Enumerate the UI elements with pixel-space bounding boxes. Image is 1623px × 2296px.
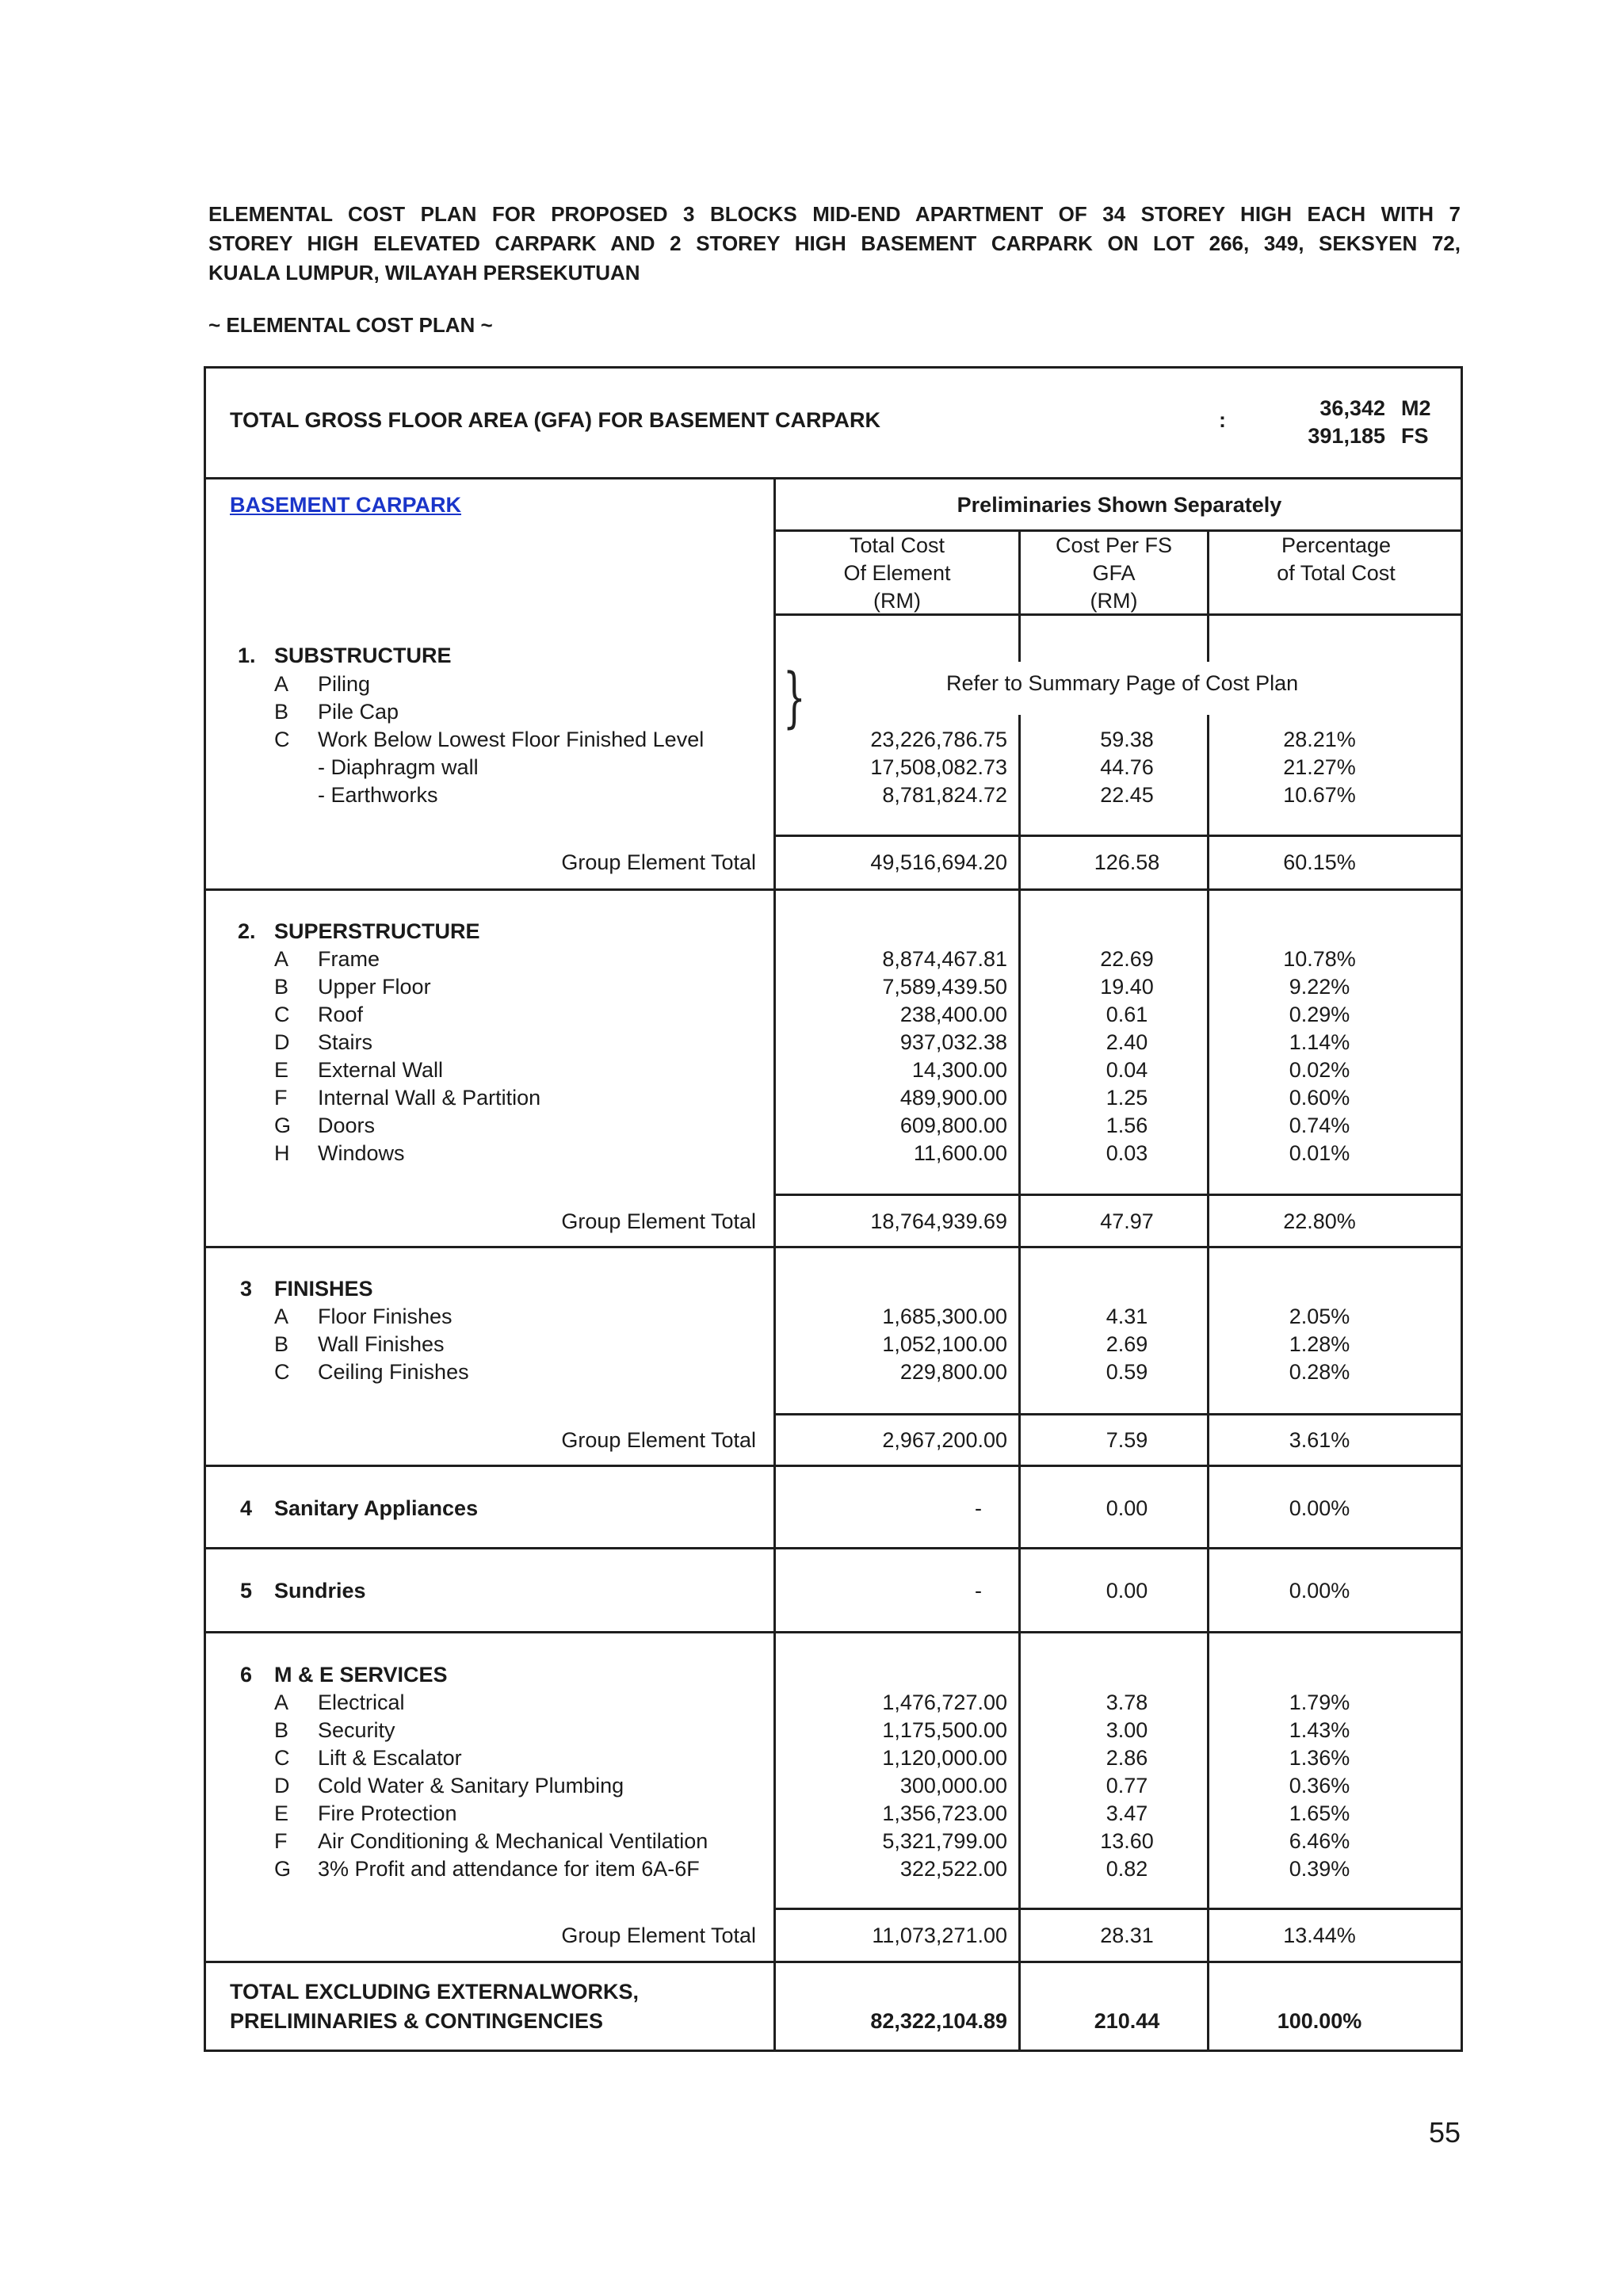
item-total-cost: 1,356,723.00: [882, 1801, 1007, 1825]
item-cost-per-fs: 0.59: [1106, 1360, 1148, 1384]
grand-total-label: TOTAL EXCLUDING EXTERNALWORKS,: [230, 1980, 640, 2004]
item-label: Lift & Escalator: [318, 1746, 462, 1770]
group-total-per-fs: 0.00: [1106, 1579, 1148, 1603]
item-percentage: 0.01%: [1289, 1141, 1350, 1165]
item-label: Security: [318, 1718, 395, 1742]
title-line: STOREY HIGH ELEVATED CARPARK AND 2 STOREY HIGH BASEMENT CARPARK ON LOT 266, 349, SEKSYEN 72,: [208, 231, 1461, 255]
item-total-cost: 229,800.00: [899, 1360, 1007, 1384]
group-total-cost: -: [975, 1496, 982, 1520]
item-total-cost: 238,400.00: [899, 1003, 1007, 1026]
item-code: A: [274, 947, 289, 971]
item-label: Fire Protection: [318, 1801, 457, 1825]
item-total-cost: 1,052,100.00: [882, 1332, 1007, 1356]
item-cost-per-fs: 2.86: [1106, 1746, 1148, 1770]
item-total-cost: 14,300.00: [911, 1058, 1007, 1082]
item-code: A: [274, 1690, 289, 1714]
gfa-m2-value: 36,342: [1319, 396, 1385, 420]
item-label: Frame: [318, 947, 380, 971]
group-number: 1.: [238, 644, 256, 667]
item-cost-per-fs: 0.61: [1106, 1003, 1148, 1026]
item-code: A: [274, 1305, 289, 1328]
group-number: 3: [240, 1277, 253, 1301]
item-label: Piling: [318, 672, 371, 696]
item-code: A: [274, 672, 289, 696]
page-number: 55: [1429, 2116, 1461, 2149]
group-total-pct: 60.15%: [1283, 850, 1356, 874]
group-total-per-fs: 126.58: [1094, 850, 1160, 874]
item-cost-per-fs: 22.69: [1100, 947, 1154, 971]
item-total-cost: 11,600.00: [913, 1141, 1007, 1165]
item-label: Ceiling Finishes: [318, 1360, 469, 1384]
brace-icon: }: [783, 660, 806, 735]
item-label: Stairs: [318, 1030, 373, 1054]
item-total-cost: 1,120,000.00: [882, 1746, 1007, 1770]
col-header-per-fs: Cost Per FS: [1055, 533, 1173, 557]
col-header-pct: Percentage: [1281, 533, 1392, 557]
item-total-cost: 489,900.00: [899, 1086, 1007, 1110]
item-percentage: 9.22%: [1289, 975, 1350, 999]
item-cost-per-fs: 0.03: [1106, 1141, 1148, 1165]
item-percentage: 0.28%: [1289, 1360, 1350, 1384]
item-percentage: 10.67%: [1283, 783, 1356, 807]
item-percentage: 28.21%: [1283, 728, 1356, 751]
group-name: Sundries: [274, 1579, 366, 1603]
item-cost-per-fs: 3.00: [1106, 1718, 1148, 1742]
group-name: SUPERSTRUCTURE: [274, 919, 480, 943]
item-label: Wall Finishes: [318, 1332, 445, 1356]
item-code: B: [274, 1718, 289, 1742]
item-percentage: 0.02%: [1289, 1058, 1350, 1082]
group-total-pct: 0.00%: [1289, 1579, 1350, 1603]
item-cost-per-fs: 3.78: [1106, 1690, 1148, 1714]
total-divider: [773, 1194, 1463, 1196]
gfa-colon: :: [1219, 408, 1226, 432]
group-total-pct: 22.80%: [1283, 1209, 1356, 1233]
grand-total-per-fs: 210.44: [1094, 2009, 1160, 2033]
item-percentage: 6.46%: [1289, 1829, 1350, 1853]
item-code: D: [274, 1774, 290, 1797]
item-code: H: [274, 1141, 290, 1165]
item-total-cost: 5,321,799.00: [882, 1829, 1007, 1853]
grand-total-cost: 82,322,104.89: [870, 2009, 1007, 2033]
group-total-pct: 3.61%: [1289, 1428, 1350, 1452]
item-cost-per-fs: 19.40: [1100, 975, 1154, 999]
item-percentage: 10.78%: [1283, 947, 1356, 971]
item-cost-per-fs: 3.47: [1106, 1801, 1148, 1825]
item-cost-per-fs: 0.04: [1106, 1058, 1148, 1082]
gfa-fs-unit: FS: [1401, 424, 1429, 448]
group-total-per-fs: 47.97: [1100, 1209, 1154, 1233]
item-label: Electrical: [318, 1690, 405, 1714]
total-divider: [773, 1413, 1463, 1415]
item-label: Floor Finishes: [318, 1305, 453, 1328]
item-cost-per-fs: 2.69: [1106, 1332, 1148, 1356]
group-total-cost: -: [975, 1579, 982, 1603]
item-code: G: [274, 1857, 292, 1881]
item-total-cost: 8,874,467.81: [882, 947, 1007, 971]
group-total-label: Group Element Total: [561, 1209, 756, 1233]
item-label: Doors: [318, 1114, 376, 1137]
document-title: [208, 200, 1461, 288]
item-code: G: [274, 1114, 292, 1137]
item-cost-per-fs: 1.25: [1106, 1086, 1148, 1110]
item-code: C: [274, 1003, 290, 1026]
row-divider: [204, 888, 1463, 891]
item-code: E: [274, 1801, 289, 1825]
item-label: - Diaphragm wall: [318, 755, 479, 779]
item-cost-per-fs: 0.82: [1106, 1857, 1148, 1881]
item-total-cost: 1,685,300.00: [882, 1305, 1007, 1328]
item-total-cost: 7,589,439.50: [882, 975, 1007, 999]
col-header-total: (RM): [873, 589, 921, 613]
item-total-cost: 300,000.00: [899, 1774, 1007, 1797]
item-label: Upper Floor: [318, 975, 431, 999]
preliminaries-header: Preliminaries Shown Separately: [957, 493, 1282, 517]
group-total-per-fs: 28.31: [1100, 1924, 1154, 1947]
group-name: SUBSTRUCTURE: [274, 644, 452, 667]
total-divider: [773, 1908, 1463, 1910]
col-header-pct: of Total Cost: [1277, 561, 1396, 585]
basement-carpark-link[interactable]: BASEMENT CARPARK: [230, 493, 462, 517]
item-code: B: [274, 700, 289, 724]
grand-total-pct: 100.00%: [1277, 2009, 1362, 2033]
group-number: 5: [240, 1579, 253, 1603]
title-line: ELEMENTAL COST PLAN FOR PROPOSED 3 BLOCKS MID-END APARTMENT OF 34 STOREY HIGH EACH WITH 7: [208, 202, 1461, 226]
col-header-per-fs: GFA: [1092, 561, 1136, 585]
item-total-cost: 1,476,727.00: [882, 1690, 1007, 1714]
item-code: D: [274, 1030, 290, 1054]
item-total-cost: 8,781,824.72: [882, 783, 1007, 807]
item-code: E: [274, 1058, 289, 1082]
item-cost-per-fs: 22.45: [1100, 783, 1154, 807]
item-label: - Earthworks: [318, 783, 438, 807]
item-label: 3% Profit and attendance for item 6A-6F: [318, 1857, 700, 1881]
item-label: Internal Wall & Partition: [318, 1086, 541, 1110]
item-percentage: 0.60%: [1289, 1086, 1350, 1110]
row-divider: [204, 1547, 1463, 1549]
group-total-cost: 49,516,694.20: [870, 850, 1007, 874]
item-label: Cold Water & Sanitary Plumbing: [318, 1774, 624, 1797]
item-percentage: 1.43%: [1289, 1718, 1350, 1742]
group-total-label: Group Element Total: [561, 850, 756, 874]
item-code: C: [274, 1360, 290, 1384]
item-cost-per-fs: 13.60: [1100, 1829, 1154, 1853]
group-number: 4: [240, 1496, 253, 1520]
item-percentage: 21.27%: [1283, 755, 1356, 779]
col-header-per-fs: (RM): [1090, 589, 1138, 613]
item-code: B: [274, 1332, 289, 1356]
group-total-label: Group Element Total: [561, 1428, 756, 1452]
group-total-cost: 11,073,271.00: [872, 1924, 1007, 1947]
item-total-cost: 23,226,786.75: [870, 728, 1007, 751]
item-percentage: 1.65%: [1289, 1801, 1350, 1825]
group-total-label: Group Element Total: [561, 1924, 756, 1947]
item-percentage: 0.36%: [1289, 1774, 1350, 1797]
item-code: B: [274, 975, 289, 999]
item-cost-per-fs: 2.40: [1106, 1030, 1148, 1054]
item-total-cost: 17,508,082.73: [870, 755, 1007, 779]
row-divider: [204, 1631, 1463, 1633]
row-divider: [204, 477, 1463, 479]
item-total-cost: 609,800.00: [899, 1114, 1007, 1137]
item-code: C: [274, 728, 290, 751]
item-total-cost: 937,032.38: [899, 1030, 1007, 1054]
item-total-cost: 322,522.00: [899, 1857, 1007, 1881]
item-code: C: [274, 1746, 290, 1770]
gfa-fs-value: 391,185: [1308, 424, 1385, 448]
item-label: External Wall: [318, 1058, 444, 1082]
item-cost-per-fs: 59.38: [1100, 728, 1154, 751]
row-divider: [204, 1246, 1463, 1248]
grand-total-label: PRELIMINARIES & CONTINGENCIES: [230, 2009, 604, 2033]
group-total-cost: 18,764,939.69: [870, 1209, 1007, 1233]
item-code: F: [274, 1086, 288, 1110]
group-number: 6: [240, 1663, 253, 1687]
document-subtitle: ~ ELEMENTAL COST PLAN ~: [208, 313, 493, 337]
group-total-per-fs: 7.59: [1106, 1428, 1148, 1452]
gfa-m2-unit: M2: [1401, 396, 1431, 420]
item-percentage: 0.74%: [1289, 1114, 1350, 1137]
item-percentage: 1.14%: [1289, 1030, 1350, 1054]
item-percentage: 2.05%: [1289, 1305, 1350, 1328]
item-percentage: 1.79%: [1289, 1690, 1350, 1714]
item-percentage: 1.28%: [1289, 1332, 1350, 1356]
group-number: 2.: [238, 919, 256, 943]
group-name: M & E SERVICES: [274, 1663, 448, 1687]
item-cost-per-fs: 44.76: [1100, 755, 1154, 779]
group-total-pct: 0.00%: [1289, 1496, 1350, 1520]
item-label: Pile Cap: [318, 700, 399, 724]
item-cost-per-fs: 0.77: [1106, 1774, 1148, 1797]
group-total-pct: 13.44%: [1283, 1924, 1356, 1947]
item-cost-per-fs: 1.56: [1106, 1114, 1148, 1137]
total-divider: [773, 835, 1463, 837]
row-divider: [204, 1961, 1463, 1963]
item-label: Air Conditioning & Mechanical Ventilation: [318, 1829, 708, 1853]
item-percentage: 1.36%: [1289, 1746, 1350, 1770]
item-percentage: 0.39%: [1289, 1857, 1350, 1881]
group-total-cost: 2,967,200.00: [882, 1428, 1007, 1452]
item-cost-per-fs: 4.31: [1106, 1305, 1148, 1328]
item-label: Windows: [318, 1141, 405, 1165]
item-total-cost: 1,175,500.00: [882, 1718, 1007, 1742]
item-label: Work Below Lowest Floor Finished Level: [318, 728, 705, 751]
gfa-label: TOTAL GROSS FLOOR AREA (GFA) FOR BASEMENT CARPARK: [230, 408, 880, 432]
item-percentage: 0.29%: [1289, 1003, 1350, 1026]
col-header-total: Of Element: [843, 561, 951, 585]
group-name: FINISHES: [274, 1277, 373, 1301]
group-name: Sanitary Appliances: [274, 1496, 479, 1520]
row-divider: [204, 1465, 1463, 1467]
col-header-total: Total Cost: [849, 533, 945, 557]
group-total-per-fs: 0.00: [1106, 1496, 1148, 1520]
item-code: F: [274, 1829, 288, 1853]
item-label: Roof: [318, 1003, 364, 1026]
refer-summary-note: Refer to Summary Page of Cost Plan: [943, 670, 1301, 697]
title-line: KUALA LUMPUR, WILAYAH PERSEKUTUAN: [208, 261, 640, 285]
